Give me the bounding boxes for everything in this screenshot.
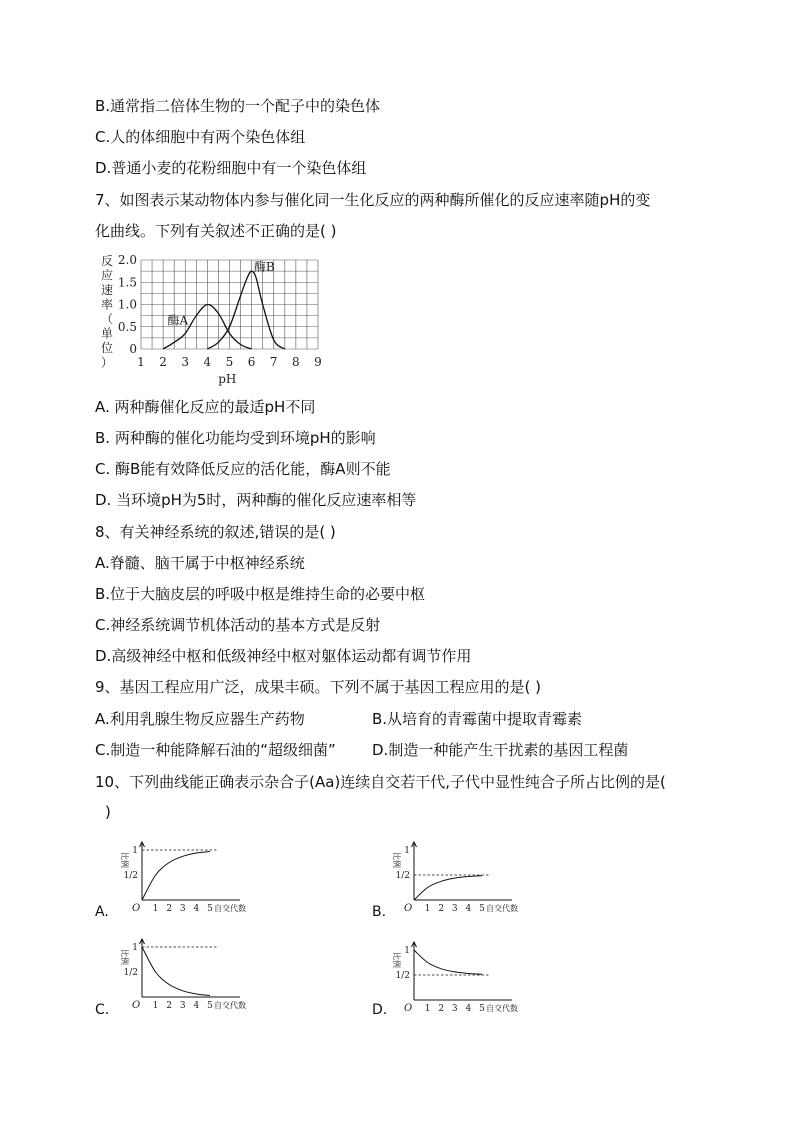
x-tick-label: 4 [465,1004,472,1014]
y-tick-half: 1/2 [395,971,410,981]
enzyme-a-label: 酶A [167,313,189,328]
x-tick-label: 4 [193,904,200,914]
proportion-curve [142,947,210,996]
proportion-curve [142,852,210,901]
q9-option-d: D.制造一种能产生干扰素的基因工程菌 [372,741,629,759]
q7-option-a: A. 两种酶催化反应的最适pH不同 [95,398,316,416]
origin-label: O [132,903,141,914]
option-c-curve-chart [112,935,246,1011]
y-axis-label-char: 反 [100,254,114,268]
x-tick-label: 3 [181,355,190,369]
x-tick-label: 3 [179,1001,186,1011]
enzyme-b-label: 酶B [253,260,275,275]
y-axis-label-char: ） [100,355,114,370]
origin-label: O [404,903,413,914]
y-axis-label: 比例 [392,952,401,968]
x-tick-label: 3 [451,904,458,914]
q10-stem-line1: 10、下列曲线能正确表示杂合子(Aa)连续自交若干代,子代中显性纯合子所占比例的是( [95,773,666,791]
x-tick-label: 1 [424,1004,431,1014]
y-tick-label: 0.5 [117,319,137,334]
x-tick-label: 5 [225,355,234,369]
y-axis-label-char: 应 [100,268,114,283]
y-tick-half: 1/2 [395,871,410,881]
q7-stem-line1: 7、如图表示某动物体内参与催化同一生化反应的两种酶所催化的反应速率随pH的变 [95,191,651,209]
x-tick-label: 5 [207,904,213,914]
proportion-curve [414,876,482,900]
origin-label: O [132,1000,141,1011]
q9-stem: 9、基因工程应用广泛，成果丰硕。下列不属于基因工程应用的是( ) [95,678,542,696]
x-tick-label: 1 [152,1001,159,1011]
x-tick-label: 1 [137,355,145,369]
y-axis-label: 比例 [120,949,129,965]
x-tick-label: 2 [438,1004,445,1014]
q6-option-c: C.人的体细胞中有两个染色体组 [95,128,306,146]
q6-option-d: D.普通小麦的花粉细胞中有一个染色体组 [95,159,367,177]
q10-stem-line2: ) [105,803,111,821]
x-axis-label: 自交代数 [214,1001,246,1010]
y-tick-label: 1.0 [117,297,137,312]
q8-option-a: A.脊髓、脑干属于中枢神经系统 [95,554,305,572]
enzyme-ph-chart [95,252,335,390]
y-axis-label-char: 率 [100,297,114,312]
option-c-label: C. [95,1002,110,1018]
y-axis-label-char: 速 [100,283,114,297]
y-tick-label: 2.0 [117,253,137,267]
q8-option-c: C.神经系统调节机体活动的基本方式是反射 [95,616,381,634]
x-tick-label: 2 [166,1001,173,1011]
y-tick-half: 1/2 [123,871,138,881]
proportion-curve [414,950,482,974]
enzyme-curve-b [207,271,284,349]
x-tick-label: 7 [269,355,278,369]
x-tick-label: 6 [247,355,256,369]
q8-option-b: B.位于大脑皮层的呼吸中枢是维持生命的必要中枢 [95,585,426,603]
x-tick-label: 9 [314,355,322,369]
y-axis-label: 比例 [120,852,129,868]
y-axis-label-char: 单 [100,326,114,341]
x-axis-label: 自交代数 [486,1004,518,1013]
q9-option-c: C.制造一种能降解石油的“超级细菌” [95,741,336,759]
x-tick-label: 5 [479,904,485,914]
x-tick-label: 4 [465,904,472,914]
y-axis-label: 比例 [392,852,401,868]
y-tick-1: 1 [404,846,410,856]
q8-stem: 8、有关神经系统的叙述,错误的是( ) [95,523,336,541]
x-axis-label: 自交代数 [214,904,246,913]
q6-option-b: B.通常指二倍体生物的一个配子中的染色体 [95,97,381,115]
q9-option-a: A.利用乳腺生物反应器生产药物 [95,710,305,728]
option-a-curve-chart [112,838,246,914]
option-b-label: B. [372,904,387,920]
y-tick-label: 0 [129,342,137,356]
x-tick-label: 1 [424,904,431,914]
q8-option-d: D.高级神经中枢和低级神经中枢对躯体运动都有调节作用 [95,647,472,665]
option-b-curve-chart [384,838,518,914]
q7-option-b: B. 两种酶的催化功能均受到环境pH的影响 [95,429,376,447]
x-tick-label: 1 [152,904,159,914]
origin-label: O [404,1003,413,1014]
x-tick-label: 2 [166,904,173,914]
q7-stem-line2: 化曲线。下列有关叙述不正确的是( ) [95,222,337,240]
q7-option-c: C. 酶B能有效降低反应的活化能，酶A则不能 [95,460,391,478]
x-tick-label: 4 [193,1001,200,1011]
y-tick-1: 1 [132,943,138,953]
x-tick-label: 5 [479,1004,485,1014]
q9-option-b: B.从培育的青霉菌中提取青霉素 [372,710,583,728]
x-tick-label: 4 [203,355,212,369]
y-tick-half: 1/2 [123,968,138,978]
x-tick-label: 2 [159,355,167,369]
x-tick-label: 5 [207,1001,213,1011]
option-d-curve-chart [384,938,518,1014]
y-tick-label: 1.5 [117,275,137,290]
x-axis-label: 自交代数 [486,904,518,913]
x-tick-label: 8 [292,355,300,369]
option-a-label: A. [95,904,109,920]
x-axis-label: pH [218,372,237,386]
q7-option-d: D. 当环境pH为5时，两种酶的催化反应速率相等 [95,491,417,509]
y-axis-label-char: 位 [100,341,114,355]
x-tick-label: 3 [451,1004,458,1014]
y-axis-label-char: （ [100,312,114,326]
x-tick-label: 2 [438,904,445,914]
y-tick-1: 1 [404,946,410,956]
y-tick-1: 1 [132,846,138,856]
x-tick-label: 3 [179,904,186,914]
option-d-label: D. [372,1002,388,1018]
